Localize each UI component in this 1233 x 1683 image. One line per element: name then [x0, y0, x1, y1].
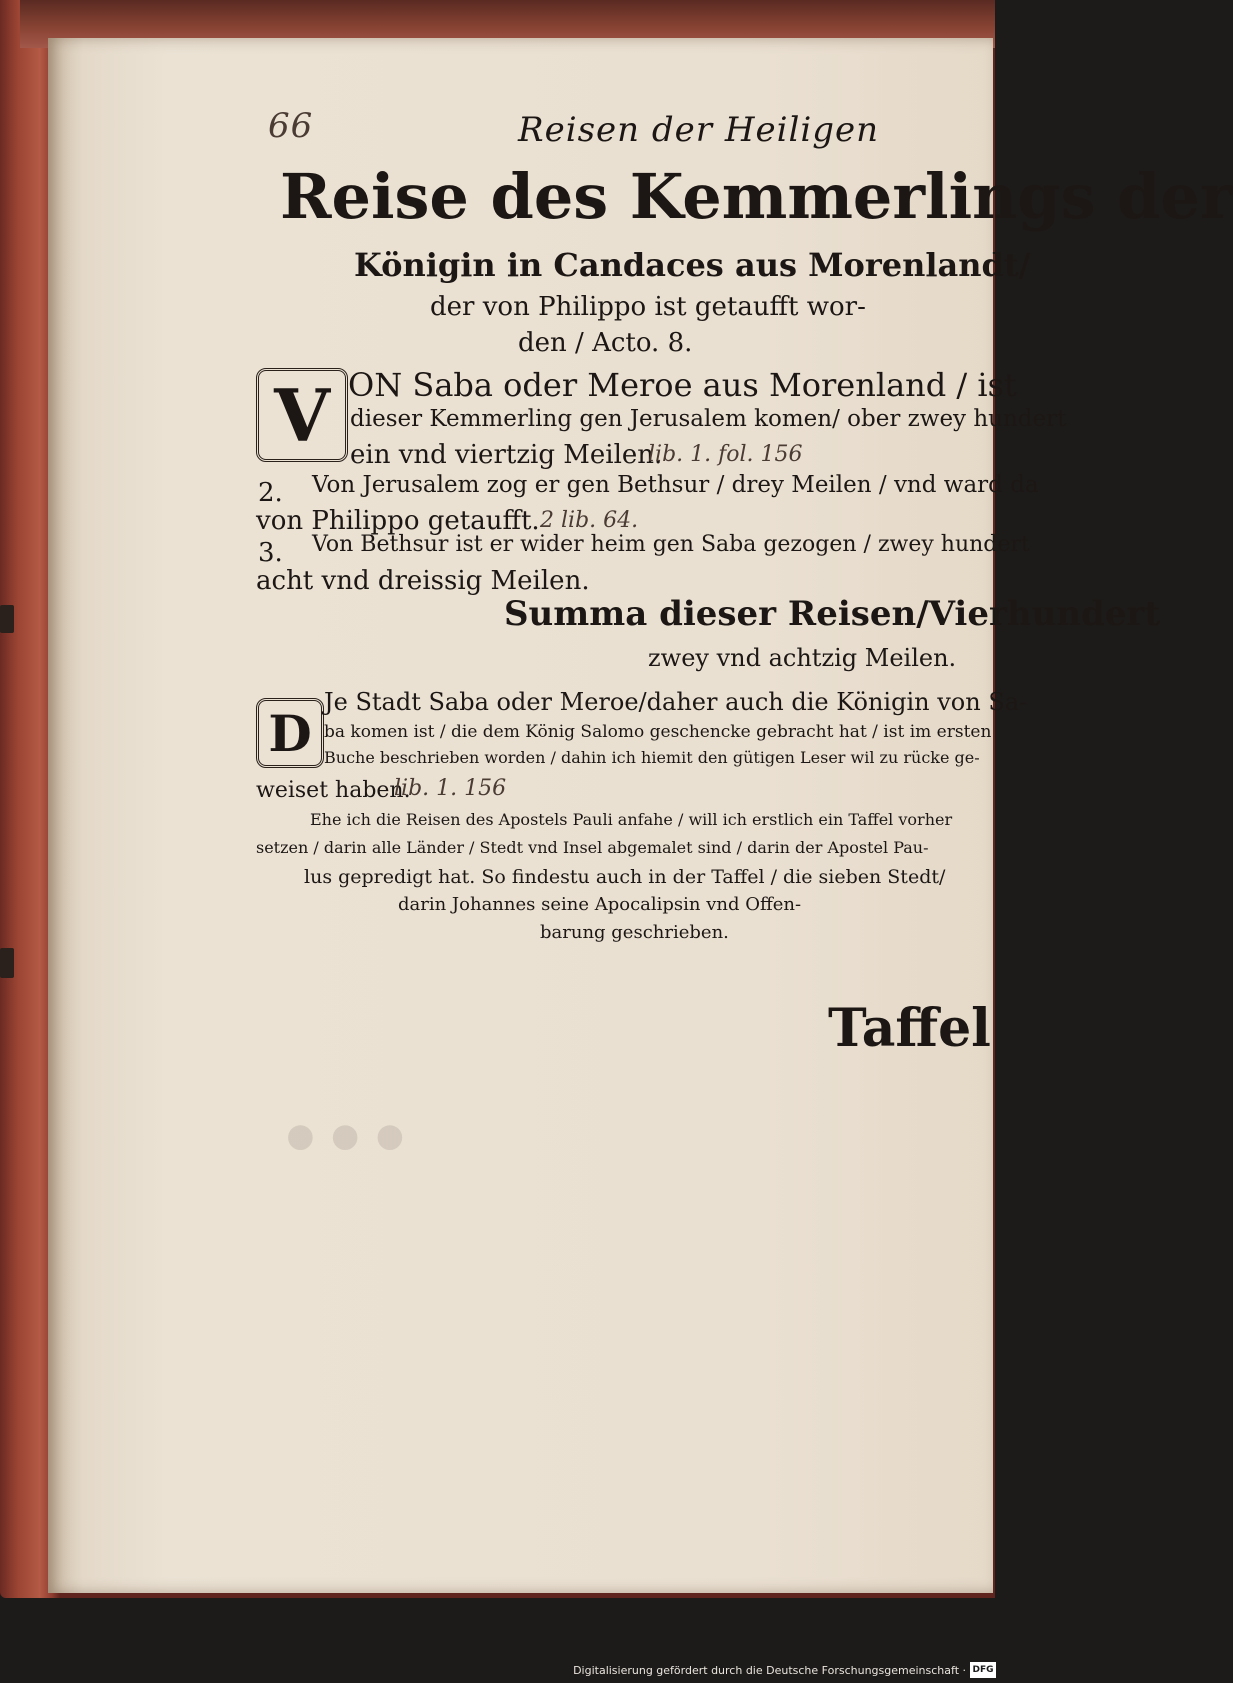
bleed-through-ghost: ••• [278, 1098, 413, 1181]
item-2-line-1: Von Jerusalem zog er gen Bethsur / drey Meilen / vnd ward da [312, 472, 1039, 498]
drop-cap-v-letter: V [274, 372, 330, 458]
section1-line-2: dieser Kemmerling gen Jerusalem komen/ ober zwey hundert [350, 406, 1067, 432]
book-clasp-upper [0, 605, 14, 633]
item-3-line-2: acht vnd dreissig Meilen. [256, 566, 590, 596]
item-2-number: 2. [258, 478, 283, 508]
drop-cap-v [256, 368, 348, 462]
marginal-note-2: 2 lib. 64. [540, 508, 639, 533]
item-3-number: 3. [258, 538, 283, 568]
book-clasp-lower [0, 948, 14, 978]
section2-line-4: weiset haben. [256, 778, 411, 803]
page-number: 66 [268, 106, 314, 146]
item-3-line-1: Von Bethsur ist er wider heim gen Saba gezogen / zwey hundert [312, 532, 1030, 557]
section3-line-1: Ehe ich die Reisen des Apostels Pauli anfahe / will ich erstlich ein Taffel vorher [310, 810, 953, 829]
marginal-note-1: lib. 1. fol. 156 [648, 442, 803, 467]
drop-cap-d-letter: D [268, 703, 312, 763]
section3-line-3: lus gepredigt hat. So findestu auch in der Taffel / die sieben Stedt/ [304, 866, 946, 888]
book-page [48, 38, 1233, 1593]
section3-line-4: darin Johannes seine Apocalipsin vnd Offen- [398, 894, 802, 915]
running-header: Reisen der Heiligen [518, 110, 879, 150]
drop-cap-d [256, 698, 324, 768]
section1-line-3: ein vnd viertzig Meilen. [350, 440, 663, 470]
dfg-logo [970, 1662, 996, 1678]
catchword: Taffel [828, 998, 991, 1059]
section1-line-1: ON Saba oder Meroe aus Morenland / ist [348, 366, 1017, 404]
footer-credit: Digitalisierung gefördert durch die Deutsche Forschungsgemeinschaft · [573, 1664, 966, 1677]
summa-line-1: Summa dieser Reisen/Vierhundert [504, 594, 1161, 634]
title-line-2: Königin in Candaces aus Morenlandt/ [354, 246, 1031, 284]
title-line-1: Reise des Kemmerlings der [280, 160, 1233, 233]
section3-line-5: barung geschrieben. [540, 922, 729, 943]
item-2-line-2: von Philippo getaufft. [256, 506, 540, 536]
section2-line-1: Je Stadt Saba oder Meroe/daher auch die Königin von Sa- [324, 688, 1028, 716]
title-line-4: den / Acto. 8. [518, 328, 693, 358]
section3-line-2: setzen / darin alle Länder / Stedt vnd Insel abgemalet sind / darin der Apostel Pau- [256, 838, 929, 857]
section2-line-2: ba komen ist / die dem König Salomo geschencke gebracht hat / ist im ersten [324, 722, 992, 742]
section2-line-3: Buche beschrieben worden / dahin ich hiemit den gütigen Leser wil zu rücke ge- [324, 748, 980, 767]
summa-line-2: zwey vnd achtzig Meilen. [648, 644, 957, 672]
dfg-logo-text: DFG [972, 1665, 994, 1675]
marginal-note-3: lib. 1. 156 [394, 776, 507, 801]
title-line-3: der von Philippo ist getaufft wor- [430, 292, 866, 322]
